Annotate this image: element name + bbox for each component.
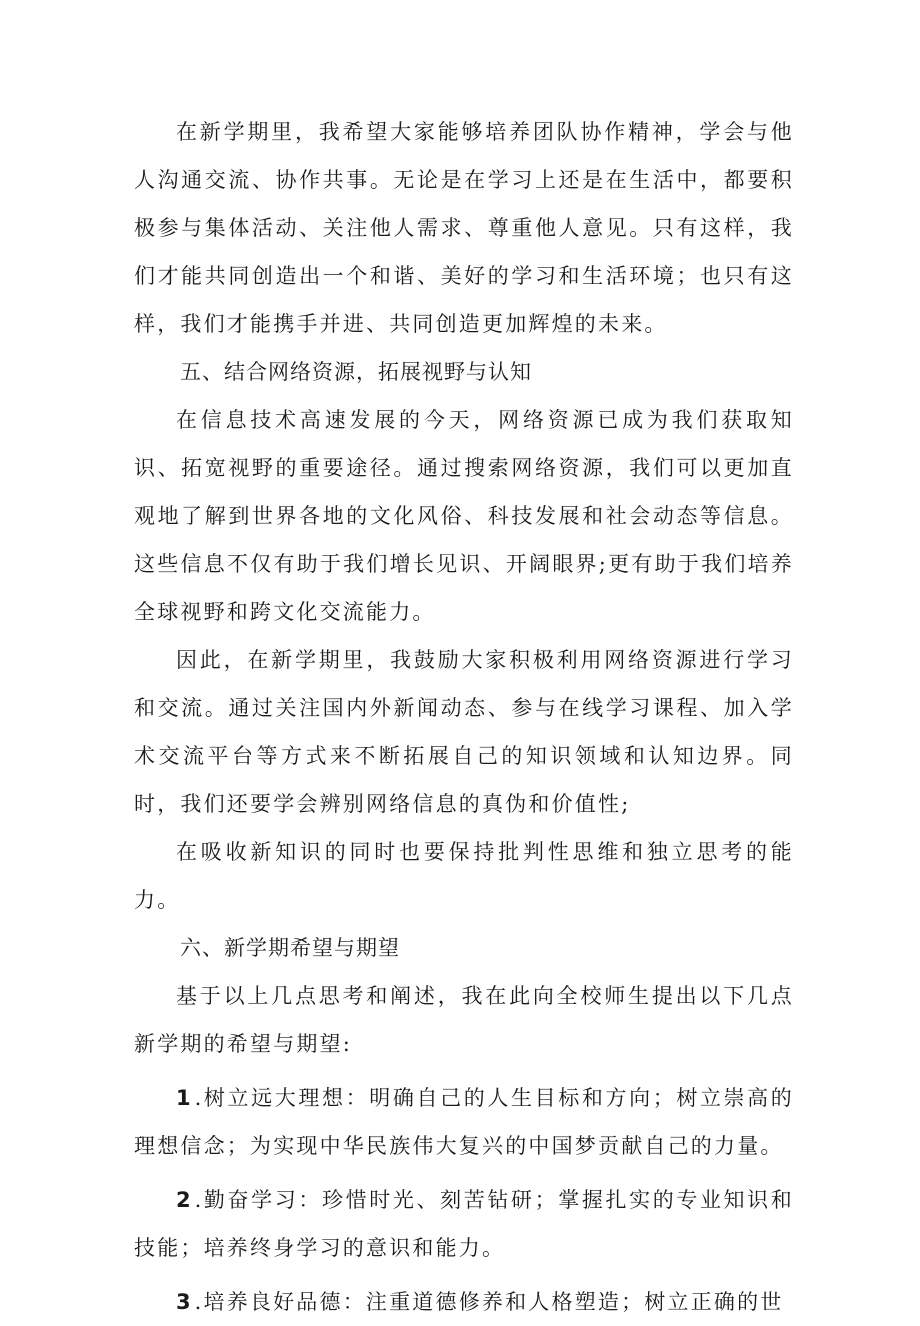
list-item-number: 3 xyxy=(176,1290,191,1314)
list-item-text: .勤奋学习：珍惜时光、刻苦钻研；掌握扎实的专业知识和技能；培养终身学习的意识和能力。 xyxy=(134,1188,794,1260)
list-item-number: 2 xyxy=(176,1188,191,1212)
section-heading-5: 五、结合网络资源，拓展视野与认知 xyxy=(180,360,532,384)
list-item xyxy=(134,1176,794,1272)
list-item-text: .树立远大理想：明确自己的人生目标和方向；树立崇高的理想信念；为实现中华民族伟大复兴的中国梦贡献自己的力量。 xyxy=(134,1086,794,1158)
section-heading-6: 六、新学期希望与期望 xyxy=(180,936,400,960)
paragraph-teamwork: 在新学期里，我希望大家能够培养团队协作精神，学会与他人沟通交流、协作共事。无论是在学习上还是在生活中，都要积极参与集体活动、关注他人需求、尊重他人意见。只有这样，我们才能共同创造出一个和谐、美好的学习和生活环境；也只有这样，我们才能携手并进、共同创造更加辉煌的未来。 xyxy=(134,120,794,336)
list-item-text: .培养良好品德：注重道德修养和人格塑造；树立正确的世 xyxy=(194,1290,784,1314)
list-item-number: 1 xyxy=(176,1086,191,1110)
paragraph-network-3: 在吸收新知识的同时也要保持批判性思维和独立思考的能力。 xyxy=(134,840,794,912)
paragraph-network-2: 因此，在新学期里，我鼓励大家积极利用网络资源进行学习和交流。通过关注国内外新闻动态、参与在线学习课程、加入学术交流平台等方式来不断拓展自己的知识领域和认知边界。同时，我们还要学会辨别网络信息的真伪和价值性; xyxy=(134,648,794,816)
paragraph-network-1: 在信息技术高速发展的今天，网络资源已成为我们获取知识、拓宽视野的重要途径。通过搜索网络资源，我们可以更加直观地了解到世界各地的文化风俗、科技发展和社会动态等信息。这些信息不仅有助于我们增长见识、开阔眼界;更有助于我们培养全球视野和跨文化交流能力。 xyxy=(134,408,794,624)
list-item xyxy=(134,1074,794,1170)
list-item xyxy=(134,1278,794,1326)
paragraph-intro: 基于以上几点思考和阐述，我在此向全校师生提出以下几点新学期的希望与期望: xyxy=(134,984,794,1056)
